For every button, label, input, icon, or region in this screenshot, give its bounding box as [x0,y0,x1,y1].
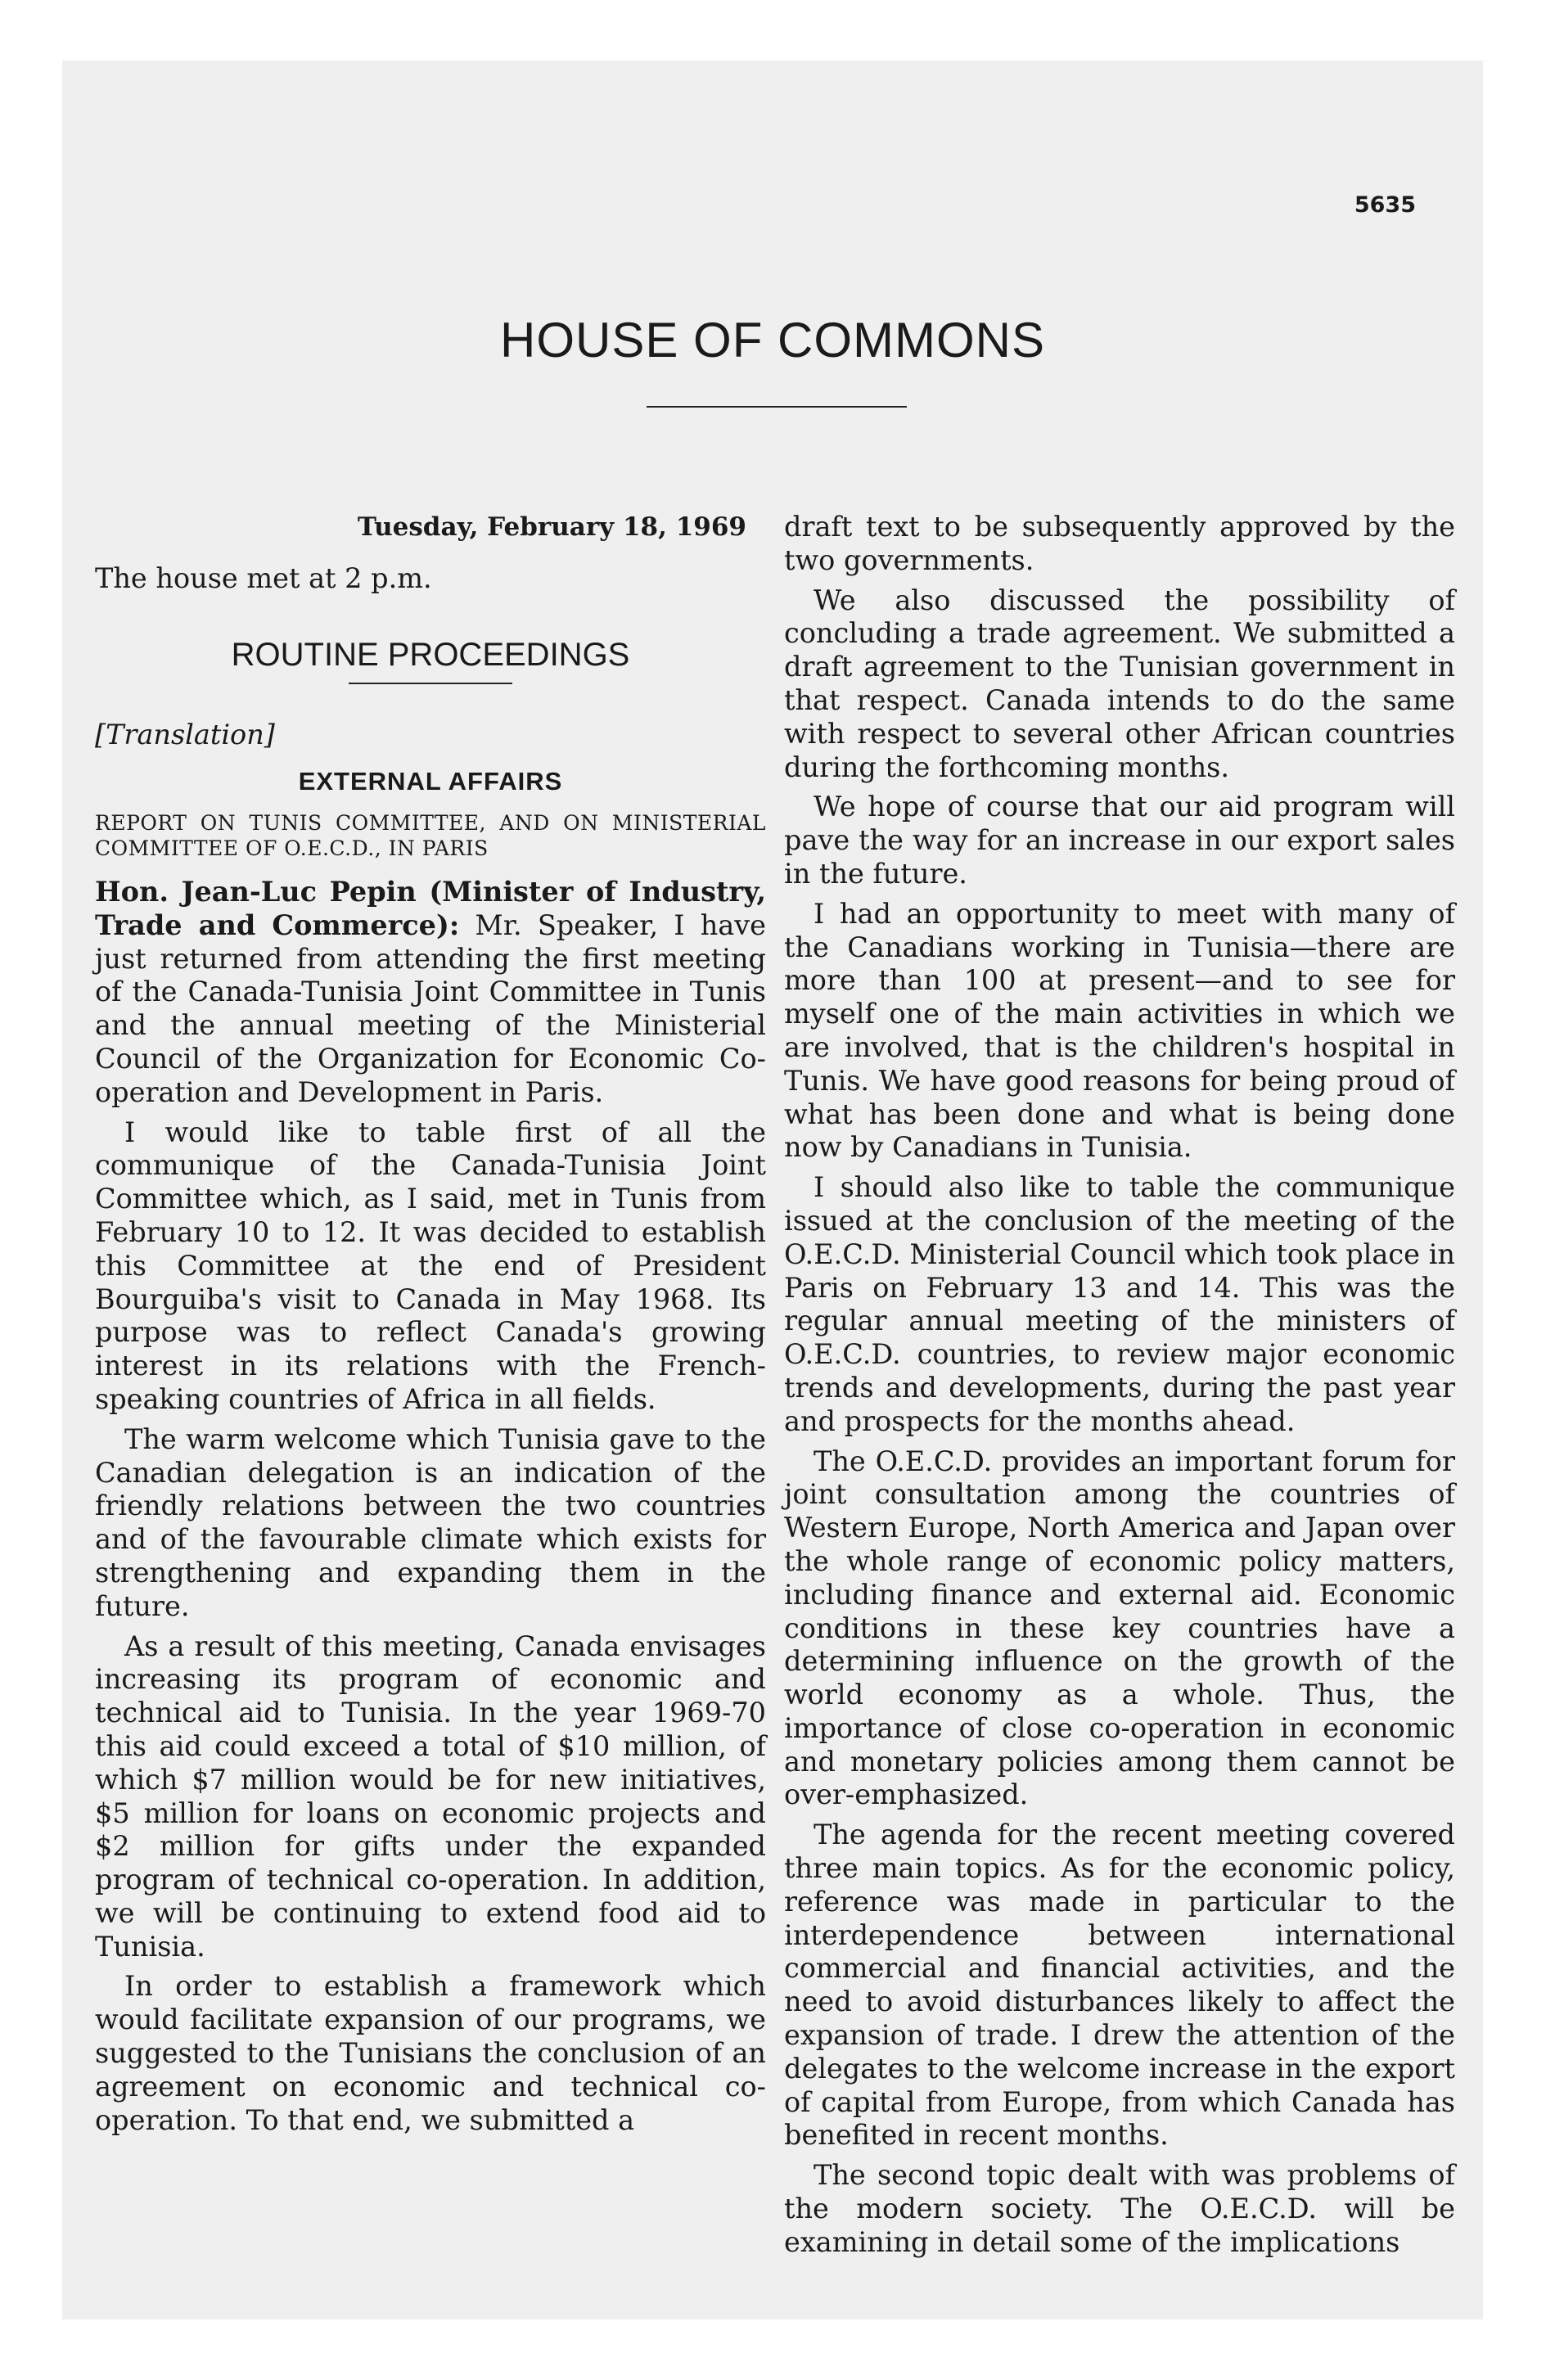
masthead-rule [647,406,907,408]
subject-heading: EXTERNAL AFFAIRS [298,767,563,796]
speech-first-sentence: Mr. Speaker, I have just returned from attending the first meeting of the Canada-Tunisia Joint Committee in Tunis and the annual meeting of the Ministerial Council of the Organization for Economic Co-operation and Development in Paris. [95,908,766,1108]
body-paragraph: The second topic dealt with was problems of the modern society. The O.E.C.D. will be examining in detail some of the implications [784,2159,1455,2258]
sitting-date: Tuesday, February 18, 1969 [357,512,746,542]
speech-opening [95,876,766,1110]
body-paragraph: I had an opportunity to meet with many of the Canadians working in Tunisia—there are more than 100 at present—and to see for myself one of the main activities in which we are involved, that is the children's hospital in Tunis. We have good reasons for being proud of what has been done and what is being done now by Canadians in Tunisia. [784,897,1455,1164]
house-met-line: The house met at 2 p.m. [95,561,432,594]
speaker-name: Hon. Jean-Luc Pepin (Minister of Industry, Trade and Commerce): [95,875,766,941]
body-paragraph: I would like to table first of all the communique of the Canada-Tunisia Joint Committee which, as I said, met in Tunis from February 10 to 12. It was decided to establish this Committee at the end of President Bourguiba's visit to Canada in May 1968. Its purpose was to reflect Canada's growing interest in its relations with the French-speaking countries of Africa in all fields. [95,1116,766,1415]
body-paragraph: As a result of this meeting, Canada envisages increasing its program of economic and technical aid to Tunisia. In the year 1969-70 this aid could exceed a total of $10 million, of which $7 million would be for new initiatives, $5 million for loans on economic projects and $2 million for gifts under the expanded program of technical co-operation. In addition, we will be continuing to extend food aid to Tunisia. [95,1629,766,1963]
body-paragraph: The O.E.C.D. provides an important forum for joint consultation among the countries of Western Europe, North America and Japan over the whole range of economic policy matters, including finance and external aid. Economic conditions in these key countries have a determining influence on the growth of the world economy as a whole. Thus, the importance of close co-operation in economic and monetary policies among them cannot be over-emphasized. [784,1445,1455,1811]
body-paragraph: I should also like to table the communique issued at the conclusion of the meeting of the O.E.C.D. Ministerial Council which took place in Paris on February 13 and 14. This was the regular annual meeting of the ministers of O.E.C.D. countries, to review major economic trends and developments, during the past year and prospects for the months ahead. [784,1171,1455,1437]
body-paragraph: We hope of course that our aid program will pave the way for an increase in our export sales in the future. [784,791,1455,890]
hansard-page [62,61,1483,2319]
report-title: REPORT ON TUNIS COMMITTEE, AND ON MINISTERIAL COMMITTEE OF O.E.C.D., IN PARIS [95,810,766,860]
body-paragraph: We also discussed the possibility of concluding a trade agreement. We submitted a draft agreement to the Tunisian government in that respect. Canada intends to do the same with respect to several other African countries during the forthcoming months. [784,584,1455,783]
left-column [95,511,766,2143]
right-column [784,511,1455,2266]
body-paragraph: In order to establish a framework which would facilitate expansion of our programs, we suggested to the Tunisians the conclusion of an agreement on economic and technical co-operation. To that end, we submitted a [95,1970,766,2136]
translation-note: [Translation] [95,719,275,751]
page-number: 5635 [1354,192,1416,218]
section-rule [349,683,512,684]
masthead-title: HOUSE OF COMMONS [499,313,1045,367]
body-paragraph: The warm welcome which Tunisia gave to the Canadian delegation is an indication of the friendly relations between the two countries and of the favourable climate which exists for strengthening and expanding them in the future. [95,1422,766,1622]
body-paragraph-continued: draft text to be subsequently approved by the two governments. [784,511,1455,576]
body-paragraph: The agenda for the recent meeting covered three main topics. As for the economic policy, reference was made in particular to the interdependence between international commercial and financial activities, and the need to avoid disturbances likely to affect the expansion of trade. I drew the attention of the delegates to the welcome increase in the export of capital from Europe, from which Canada has benefited in recent months. [784,1819,1455,2152]
section-heading: ROUTINE PROCEEDINGS [231,636,630,673]
